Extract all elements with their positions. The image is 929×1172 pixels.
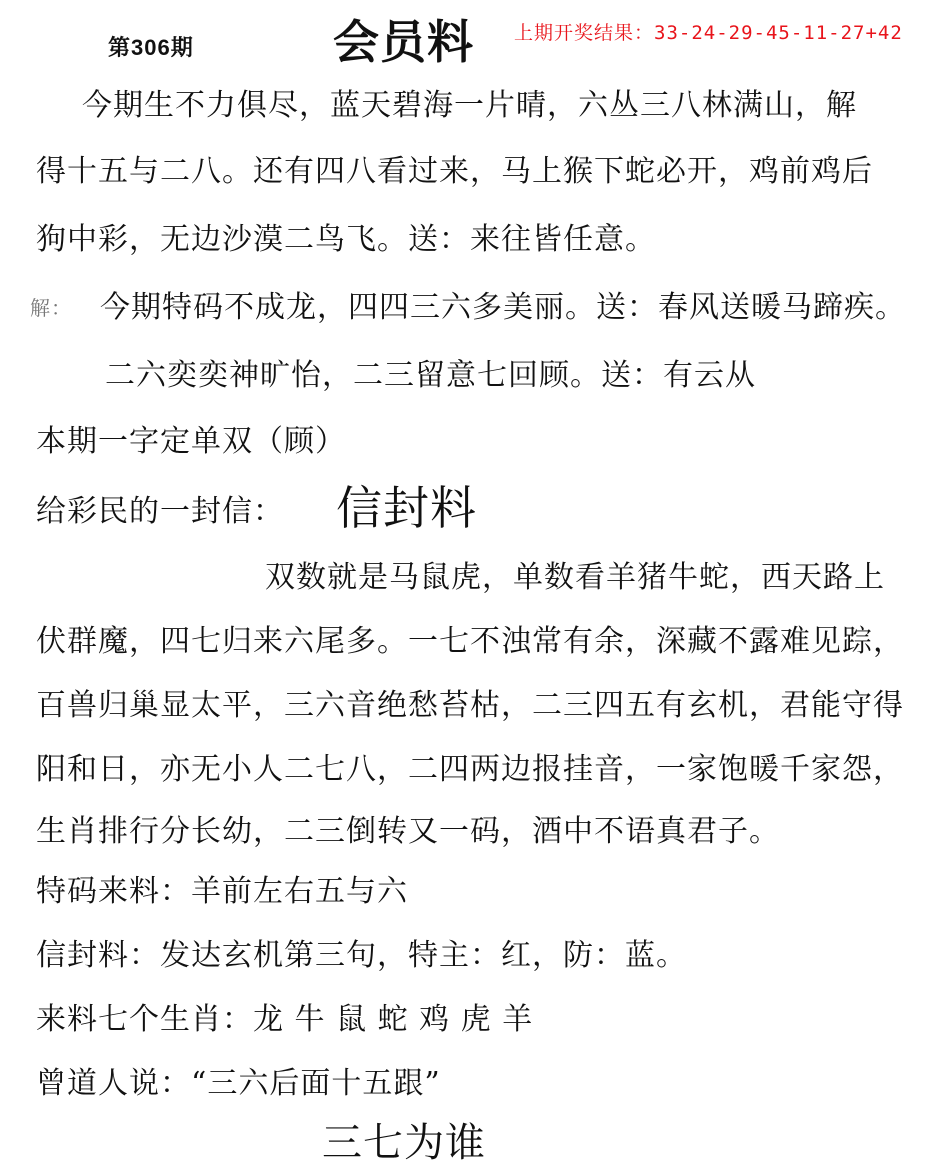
poem-line: 今期生不力俱尽，蓝天碧海一片晴，六丛三八林满山，解 — [82, 88, 857, 123]
letter-line: 伏群魔，四七归来六尾多。一七不浊常有余，深藏不露难见踪， — [36, 624, 904, 659]
last-draw-result: 上期开奖结果：33-24-29-45-11-27+42 — [514, 22, 903, 44]
page-title: 会员料 — [333, 15, 474, 69]
envelope-note: 信封料：发达玄机第三句，特主：红，防：蓝。 — [36, 938, 687, 973]
special-source: 特码来料：羊前左右五与六 — [36, 874, 408, 909]
single-double-hint: 本期一字定单双（顾） — [36, 424, 346, 459]
letter-line: 双数就是马鼠虎，单数看羊猪牛蛇，西天路上 — [265, 560, 885, 595]
letter-line: 百兽归巢显太平，三六音绝愁苔枯，二三四五有玄机，君能守得 — [36, 688, 904, 723]
poem-line: 狗中彩，无边沙漠二鸟飞。送：来往皆任意。 — [36, 222, 656, 257]
poem-prefix: 解： — [30, 296, 72, 320]
poem-line: 今期特码不成龙，四四三六多美丽。送：春风送暖马蹄疾。 — [100, 290, 906, 325]
letter-title: 信封料 — [336, 481, 477, 535]
poem-line: 二六奕奕神旷怡，二三留意七回顾。送：有云从 — [105, 358, 756, 393]
letter-line: 阳和日，亦无小人二七八，二四两边报挂音，一家饱暖千家怨， — [36, 752, 904, 787]
letter-label: 给彩民的一封信： — [36, 494, 284, 529]
footer-title: 三七为谁 — [322, 1120, 486, 1166]
issue-number: 第306期 — [108, 35, 194, 60]
letter-line: 生肖排行分长幼，二三倒转又一码，酒中不语真君子。 — [36, 814, 780, 849]
poem-line: 得十五与二八。还有四八看过来，马上猴下蛇必开，鸡前鸡后 — [36, 154, 873, 189]
seven-zodiacs: 来料七个生肖：龙 牛 鼠 蛇 鸡 虎 羊 — [36, 1002, 534, 1037]
taoist-saying: 曾道人说：“三六后面十五跟” — [36, 1066, 441, 1101]
